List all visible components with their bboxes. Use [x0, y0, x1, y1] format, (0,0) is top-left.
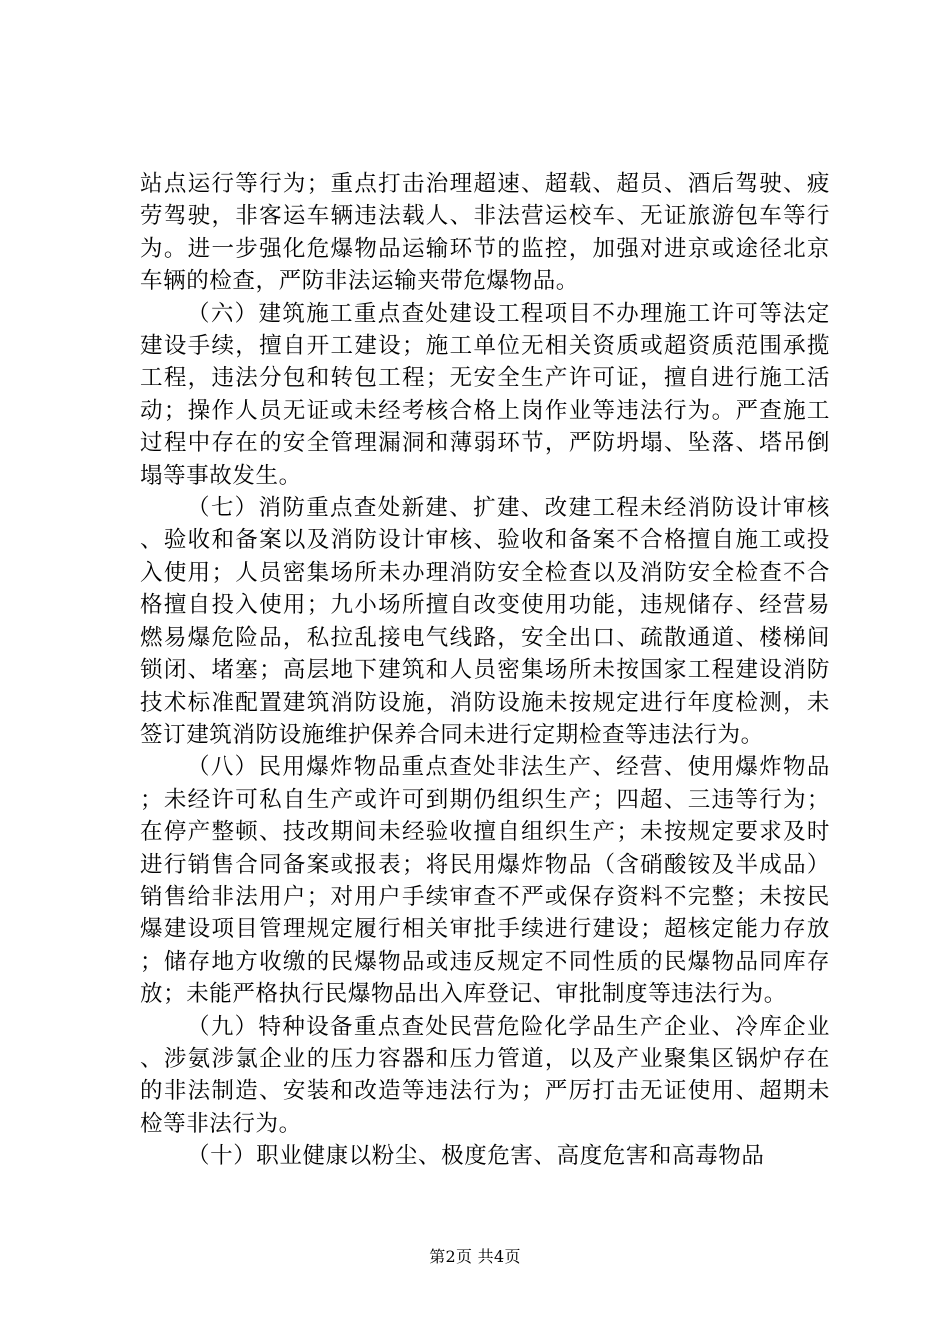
paragraph-section-7: （七）消防重点查处新建、扩建、改建工程未经消防设计审核、验收和备案以及消防设计审核、验收和备案不合格擅自施工或投入使用；人员密集场所未办理消防安全检查以及消防安全检查不合格擅自投入使用；九小场所擅自改变使用功能，违规储存、经营易燃易爆危险品，私拉乱接电气线路，安全出口、疏散通道、楼梯间锁闭、堵塞；高层地下建筑和人员密集场所未按国家工程建设消防技术标准配置建筑消防设施，消防设施未按规定进行年度检测，未签订建筑消防设施维护保养合同未进行定期检查等违法行为。 [140, 495, 830, 748]
document-body [140, 168, 830, 1173]
paragraph-section-6: （六）建筑施工重点查处建设工程项目不办理施工许可等法定建设手续，擅自开工建设；施工单位无相关资质或超资质范围承揽工程，违法分包和转包工程；无安全生产许可证，擅自进行施工活动；操作人员无证或未经考核合格上岗作业等违法行为。严查施工过程中存在的安全管理漏洞和薄弱环节，严防坍塌、坠落、塔吊倒塌等事故发生。 [140, 300, 830, 489]
paragraph-section-8: （八）民用爆炸物品重点查处非法生产、经营、使用爆炸物品；未经许可私自生产或许可到期仍组织生产；四超、三违等行为；在停产整顿、技改期间未经验收擅自组织生产；未按规定要求及时进行销售合同备案或报表；将民用爆炸物品（含硝酸铵及半成品）销售给非法用户；对用户手续审查不严或保存资料不完整；未按民爆建设项目管理规定履行相关审批手续进行建设；超核定能力存放；储存地方收缴的民爆物品或违反规定不同性质的民爆物品同库存放；未能严格执行民爆物品出入库登记、审批制度等违法行为。 [140, 754, 830, 1008]
page-number-footer: 第2页 共4页 [429, 1247, 521, 1266]
paragraph-section-10: （十）职业健康以粉尘、极度危害、高度危害和高毒物品 [187, 1143, 765, 1170]
paragraph-continuation: 站点运行等行为；重点打击治理超速、超载、超员、酒后驾驶、疲劳驾驶，非客运车辆违法载人、非法营运校车、无证旅游包车等行为。进一步强化危爆物品运输环节的监控，加强对进京或途径北京车辆的检查，严防非法运输夹带危爆物品。 [140, 171, 830, 295]
paragraph-section-9: （九）特种设备重点查处民营危险化学品生产企业、冷库企业、涉氨涉氯企业的压力容器和压力管道，以及产业聚集区锅炉存在的非法制造、安装和改造等违法行为；严厉打击无证使用、超期未检等非法行为。 [140, 1013, 830, 1137]
